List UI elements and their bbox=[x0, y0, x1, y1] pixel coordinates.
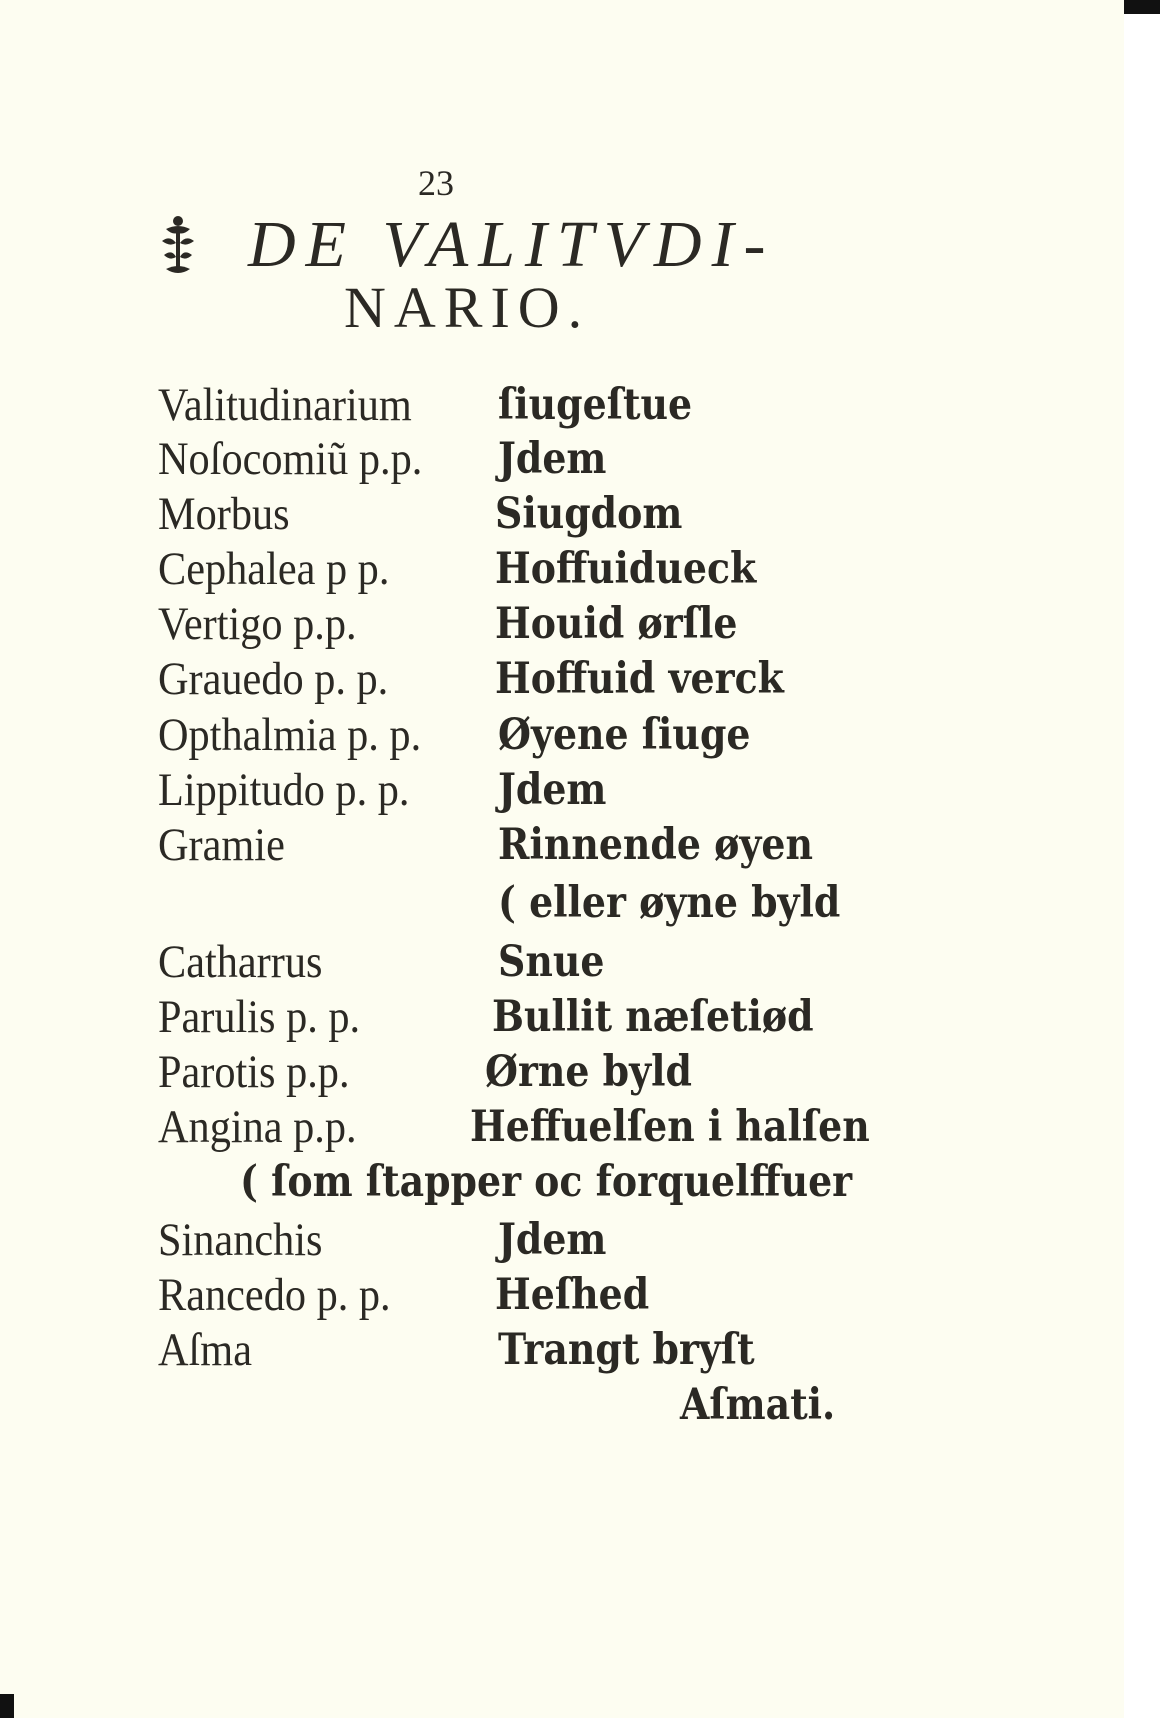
latin-term: Angina p.p. bbox=[158, 1101, 357, 1153]
vernacular-term: Jdem bbox=[498, 434, 607, 484]
page-number: 23 bbox=[418, 163, 454, 203]
latin-term: Sinanchis bbox=[158, 1214, 323, 1266]
vernacular-term: Trangt bryſt bbox=[498, 1325, 755, 1375]
latin-term: Grauedo p. p. bbox=[158, 653, 389, 705]
heading-line-2: NARIO. bbox=[344, 275, 591, 340]
latin-term: Parotis p.p. bbox=[158, 1046, 350, 1098]
scan-corner-mark bbox=[1124, 0, 1160, 14]
latin-term: Rancedo p. p. bbox=[158, 1269, 391, 1321]
vernacular-term: Heſhed bbox=[495, 1270, 650, 1320]
vernacular-term: Houid ørſle bbox=[495, 599, 738, 649]
vernacular-term: Hoffuidueck bbox=[495, 544, 757, 594]
latin-term: Valitudinarium bbox=[158, 379, 412, 431]
latin-term: Opthalmia p. p. bbox=[158, 709, 422, 761]
latin-term: Noſocomiũ p.p. bbox=[158, 433, 423, 485]
fleuron-ornament-icon bbox=[160, 215, 196, 277]
latin-term: Vertigo p.p. bbox=[158, 598, 357, 650]
vernacular-term: Snue bbox=[498, 937, 605, 987]
scan-margin bbox=[1124, 0, 1160, 1718]
vernacular-term-continuation: Aſmati. bbox=[680, 1380, 836, 1430]
vernacular-term: Bullit næſetiød bbox=[492, 992, 814, 1042]
vernacular-term: Jdem bbox=[498, 1215, 607, 1265]
latin-term: Aſma bbox=[158, 1324, 252, 1376]
vernacular-term: Rinnende øyen bbox=[498, 820, 813, 870]
latin-term: Lippitudo p. p. bbox=[158, 764, 410, 816]
latin-term: Catharrus bbox=[158, 936, 323, 988]
latin-term: Morbus bbox=[158, 488, 290, 540]
scan-corner-mark bbox=[0, 1694, 14, 1718]
vernacular-term: ſiugeſtue bbox=[498, 380, 693, 430]
continuation-line: ( ſom ſtapper oc forquelffuer bbox=[240, 1157, 853, 1207]
vernacular-term: Hoffuid verck bbox=[495, 654, 784, 704]
latin-term: Parulis p. p. bbox=[158, 991, 361, 1043]
vernacular-term: Siugdom bbox=[495, 489, 683, 539]
vernacular-term-continuation: ( eller øyne byld bbox=[498, 878, 841, 928]
vernacular-term: Øyene ſiuge bbox=[498, 710, 751, 760]
latin-term: Cephalea p p. bbox=[158, 543, 390, 595]
heading-line-1: DE VALITVDI- bbox=[248, 208, 776, 281]
vernacular-term: Ørne byld bbox=[485, 1047, 692, 1097]
latin-term: Gramie bbox=[158, 819, 285, 871]
vernacular-term: Jdem bbox=[498, 765, 607, 815]
vernacular-term: Heffuelſen i halſen bbox=[470, 1102, 870, 1152]
